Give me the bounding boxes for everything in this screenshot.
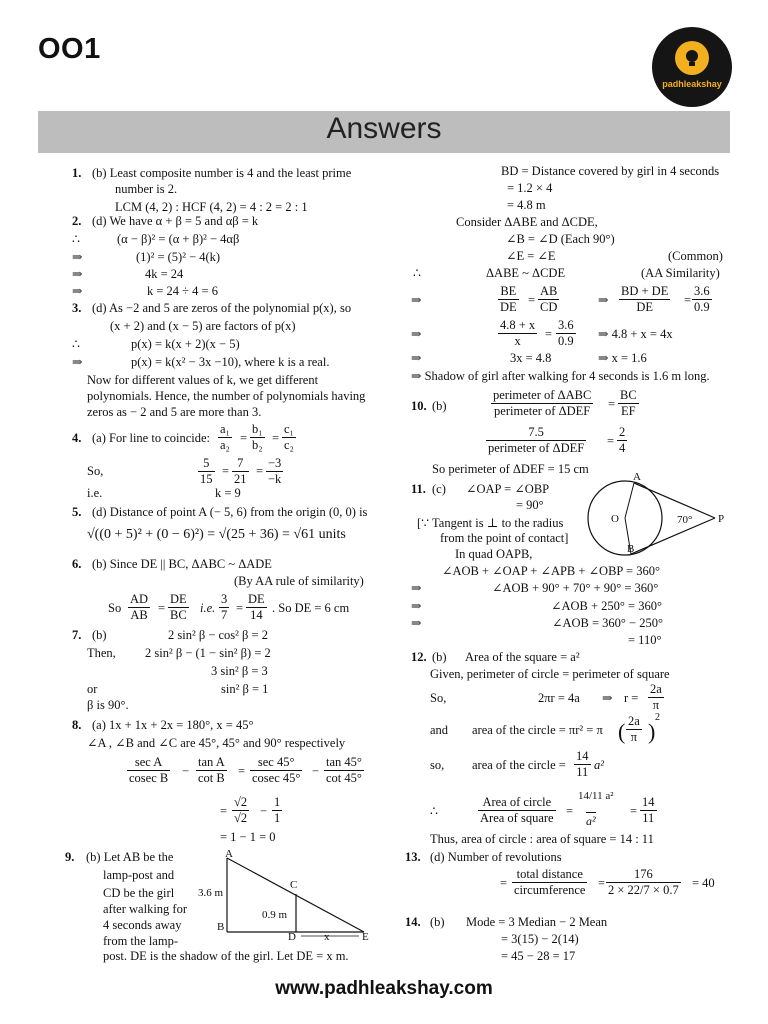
answer-text: (x + 2) and (x − 5) are factors of p(x) [110,319,296,333]
answer-text: polynomials. Hence, the number of polynomials having [87,389,366,403]
question-number: 9. [65,850,75,864]
fraction: $\frac{2a}{\pi}$ [650,682,662,712]
equals-sign: = [608,397,616,411]
equals-sign: = [684,293,692,307]
label-girl-height: 0.9 m [262,909,288,921]
equation: (α − β)² = (α + β)² − 4αβ [117,232,240,246]
label-height: 3.6 m [198,887,224,899]
question-number: 6. [72,557,82,571]
answer-text: (d) Number of revolutions [430,850,562,864]
answers-banner [38,111,730,153]
implies-symbol: ⇒ [72,250,83,264]
label-p: P [718,513,725,525]
implies-symbol: ⇒ [602,691,613,705]
label-angle: 70° [677,514,693,526]
label-c: C [290,879,298,891]
equation: (1)² = (5)² − 4(k) [136,250,221,264]
brand-logo [652,27,732,107]
label-x: x [324,931,330,943]
equation: ∠E = ∠E [506,249,556,263]
equals-sign: = [222,464,230,478]
equation: 4k = 24 [145,267,184,281]
question-number: 1. [72,166,82,180]
equation: ∠AOB = 360° − 250° [552,616,663,630]
therefore-symbol: ∴ [413,266,421,280]
equation: 2 sin² β − cos² β = 2 [168,628,268,642]
label-d: D [288,931,296,943]
implies-symbol: ⇒ [411,351,422,365]
label-b: B [627,543,635,555]
answer-text: (b) [432,399,447,413]
equation: ΔABE ~ ΔCDE [486,266,566,280]
equation: area of the circle = [472,758,566,772]
answer-text: [∵ Tangent is ⊥ to the radius [417,516,564,530]
answer-text: Then, [87,646,116,660]
answer-text: Consider ΔABE and ΔCDE, [456,215,598,229]
question-number: 12. [411,650,427,664]
answer-text: . So DE = 6 cm [272,601,350,615]
fraction: $\frac{BD + DE}{DE}$ [621,284,669,314]
answer-text: or [87,682,98,696]
equals-sign: = [256,464,264,478]
equation: 14/11 a² [578,790,614,802]
answer-text: (By AA rule of similarity) [234,574,364,588]
equals-sign: = [566,804,574,818]
answer-text: Area of the square = a² [465,650,580,664]
equals-sign: = [528,293,536,307]
fraction: Area of circle Area of square [480,795,554,825]
equals-sign: = [545,327,553,341]
equation: ∠AOB + ∠OAP + ∠APB + ∠OBP = 360° [442,564,660,578]
answer-text: and [430,723,449,737]
answer-text: So [108,601,122,615]
equals-sign: = [598,876,606,890]
fraction: $\frac{\tan 45^\circ}{\cot 45^\circ}$ [326,755,362,785]
answer-text: Thus, area of circle : area of square = 14 : 11 [430,832,654,846]
equation: p(x) = k(x² − 3x −10), where k is a real. [131,355,330,369]
equation: area of the circle = πr² = π [472,723,603,737]
equation: Mode = 3 Median − 2 Mean [466,915,608,929]
equation: = 3(15) − 2(14) [501,932,579,946]
equation: sin² β = 1 [221,682,269,696]
minus-sign: − [312,764,320,778]
answer-text: Now for different values of k, we get different [87,373,319,387]
fraction: $\frac{2}{4}$ [619,425,626,455]
implies-symbol: ⇒ [411,327,422,341]
fraction: $\frac{BC}{EF}$ [620,388,637,418]
fraction: $\frac{5}{15}$ [200,456,213,486]
answer-text: BD = Distance covered by girl in 4 seconds [501,164,720,178]
implies-symbol: ⇒ [72,355,83,369]
answer-text: So perimeter of ΔDEF = 15 cm [432,462,589,476]
document-id: OO1 [38,33,101,65]
equation: 2πr = 4a [538,691,580,705]
fraction: $\frac{\text{a₁}}{\text{a₂}}$ [220,422,230,452]
answer-text: (d) We have α + β = 5 and αβ = k [92,214,259,228]
answer-text: (d) Distance of point A (− 5, 6) from the origin (0, 0) is [92,505,368,519]
lamp-post-diagram [196,848,376,944]
answer-text: (b) Least composite number is 4 and the least prime [92,166,352,180]
equation: = 1.2 × 4 [507,181,553,195]
question-number: 13. [405,850,421,864]
question-number: 11. [411,482,426,496]
equation: ⇒ 4.8 + x = 4x [598,327,673,341]
question-number: 5. [72,505,82,519]
equation: ∠AOB + 250° = 360° [551,599,662,613]
answer-text: (b) [432,650,447,664]
implies-symbol: ⇒ [598,293,609,307]
answer-text: 4 seconds away [103,918,182,932]
fraction: $\frac{3.6}{0.9}$ [558,318,574,348]
tangent-circle-diagram [575,468,740,560]
answer-text: i.e. [87,486,103,500]
fraction: $\frac{14}{11}$ [576,749,589,779]
answer-text: CD be the girl [103,886,175,900]
answer-text: β is 90°. [87,698,129,712]
therefore-symbol: ∴ [72,232,80,246]
answer-text: ∠A , ∠B and ∠C are 45°, 45° and 90° respectively [87,736,346,750]
equation: = 90° [516,498,544,512]
equation: = 1 − 1 = 0 [220,830,276,844]
answer-text: ⇒ Shadow of girl after walking for 4 seconds is 1.6 m long. [411,369,710,383]
fraction: $\frac{DE}{14}$ [248,592,265,622]
implies-symbol: ⇒ [72,284,83,298]
implies-symbol: ⇒ [411,616,422,630]
answer-text: from the lamp- [103,934,178,948]
implies-symbol: ⇒ [72,267,83,281]
label-a: A [633,471,641,483]
footer-url: www.padhleakshay.com [275,978,493,999]
implies-symbol: ⇒ [411,293,422,307]
answer-text: (Common) [668,249,723,263]
equation: 2 sin² β − (1 − sin² β) = 2 [145,646,271,660]
equation: ∠OAP = ∠OBP [466,482,550,496]
answer-text: zeros as − 2 and 5 are more than 3. [87,405,262,419]
answer-text: So, [87,464,104,478]
equation: √((0 + 5)² + (0 − 6)²) = √(25 + 36) = √61 units [87,527,346,542]
fraction: $\frac{\text{b₁}}{\text{b₂}}$ [252,422,263,452]
answer-text: i.e. [200,601,216,615]
fraction: $\frac{AB}{CD}$ [540,284,558,314]
therefore-symbol: ∴ [430,804,438,818]
fraction: $\frac{14}{11}$ [642,795,655,825]
fraction: total distance circumference [514,867,586,897]
question-number: 14. [405,915,421,929]
fraction: $\frac{BE}{DE}$ [500,284,517,314]
fraction: sec 45° cosec 45° [252,755,301,785]
variable: a² [594,758,604,772]
equals-sign: = [500,876,508,890]
answer-text: number is 2. [115,182,178,196]
answer-text: so, [430,758,445,772]
answer-text: LCM (4, 2) : HCF (4, 2) = 4 : 2 = 2 : 1 [115,200,308,214]
label-a: A [225,848,233,860]
fraction: $\frac{4.8 + x}{x}$ [500,318,536,348]
equals-sign: = [630,804,638,818]
equation: k = 9 [215,486,241,500]
answer-text: (a) For line to coincide: [92,431,211,445]
label-o: O [611,513,619,525]
question-number: 2. [72,214,82,228]
equals-sign: = [220,804,228,818]
fraction: $\frac{3.6}{0.9}$ [694,284,710,314]
equals-sign: = [240,431,248,445]
fraction: 7.5 perimeter of ΔDEF [488,425,585,455]
answer-text: (b) Since DE || BC, ΔABC ~ ΔADE [92,557,272,571]
fraction: $\frac{DE}{BC}$ [170,592,187,622]
answer-text: from the point of contact] [440,531,569,545]
answer-text: after walking for [103,902,187,916]
equation: = 4.8 m [507,198,546,212]
question-number: 7. [72,628,82,642]
equation: = 40 [692,876,715,890]
answer-text: (b) Let AB be the [86,850,174,864]
fraction: $\frac{1}{1}$ [274,795,281,825]
exponent: 2 [655,712,660,723]
page-title: Answers [326,112,442,145]
answer-text: post. DE is the shadow of the girl. Let DE = x m. [103,949,349,963]
equation: 3x = 4.8 [510,351,552,365]
answer-text: (d) As −2 and 5 are zeros of the polynomial p(x), so [92,301,352,315]
paren: ) [648,719,656,744]
answer-text: lamp-post and [103,868,175,882]
answer-text: Given, perimeter of circle = perimeter of square [430,667,670,681]
implies-symbol: ⇒ [411,599,422,613]
fraction: $\frac{\text{c₁}}{\text{c₂}}$ [284,422,294,452]
fraction: $\frac{2a}{\pi}$ [628,714,640,744]
equation: r = [624,691,639,705]
equation: p(x) = k(x + 2)(x − 5) [131,337,240,351]
implies-symbol: ⇒ [411,581,422,595]
fraction: $\frac{7}{21}$ [234,456,247,486]
brain-bulb-icon [675,41,709,75]
question-number: 4. [72,431,82,445]
equation: ⇒ x = 1.6 [598,351,647,365]
answer-text: (b) [92,628,107,642]
answer-text: (b) [430,915,445,929]
fraction: $\frac{-3}{-k}$ [268,456,282,486]
answer-text: So, [430,691,447,705]
equals-sign: = [272,431,280,445]
question-number: 10. [411,399,427,413]
label-b: B [217,921,225,933]
equation: a² [586,814,596,828]
question-number: 8. [72,718,82,732]
label-e: E [362,931,369,943]
equation: ∠B = ∠D (Each 90°) [506,232,615,246]
answer-text: (c) [432,482,446,496]
fraction: sec A cosec B [129,755,169,785]
equals-sign: = [238,764,246,778]
answer-text: In quad OAPB, [455,547,533,561]
equation: k = 24 ÷ 4 = 6 [147,284,218,298]
fraction: perimeter of ΔABC perimeter of ΔDEF [493,388,592,418]
therefore-symbol: ∴ [72,337,80,351]
fraction: $\frac{176}{2 \times 22/7 \times 0.7}$ [608,867,679,897]
equation: = 110° [628,633,662,647]
equation: ∠AOB + 90° + 70° + 90° = 360° [492,581,659,595]
fraction: $\frac{√2}{√2}$ [234,795,248,825]
minus-sign: − [260,804,268,818]
equation: 3 sin² β = 3 [211,664,268,678]
equals-sign: = [236,601,244,615]
equals-sign: = [607,434,615,448]
minus-sign: − [182,764,190,778]
paren: ( [618,719,626,744]
fraction: $\frac{3}{7}$ [221,592,228,622]
fraction: $\frac{\text{tan A}}{\text{cot B}}$ [198,755,225,785]
answer-text: (a) 1x + 1x + 2x = 180°, x = 45° [92,718,254,732]
equals-sign: = [158,601,166,615]
question-number: 3. [72,301,82,315]
answer-text: (AA Similarity) [641,266,720,280]
equation: = 45 − 28 = 17 [501,949,576,963]
logo-text: padhleakshay [662,79,722,89]
fraction: $\frac{AD}{AB}$ [130,592,149,622]
